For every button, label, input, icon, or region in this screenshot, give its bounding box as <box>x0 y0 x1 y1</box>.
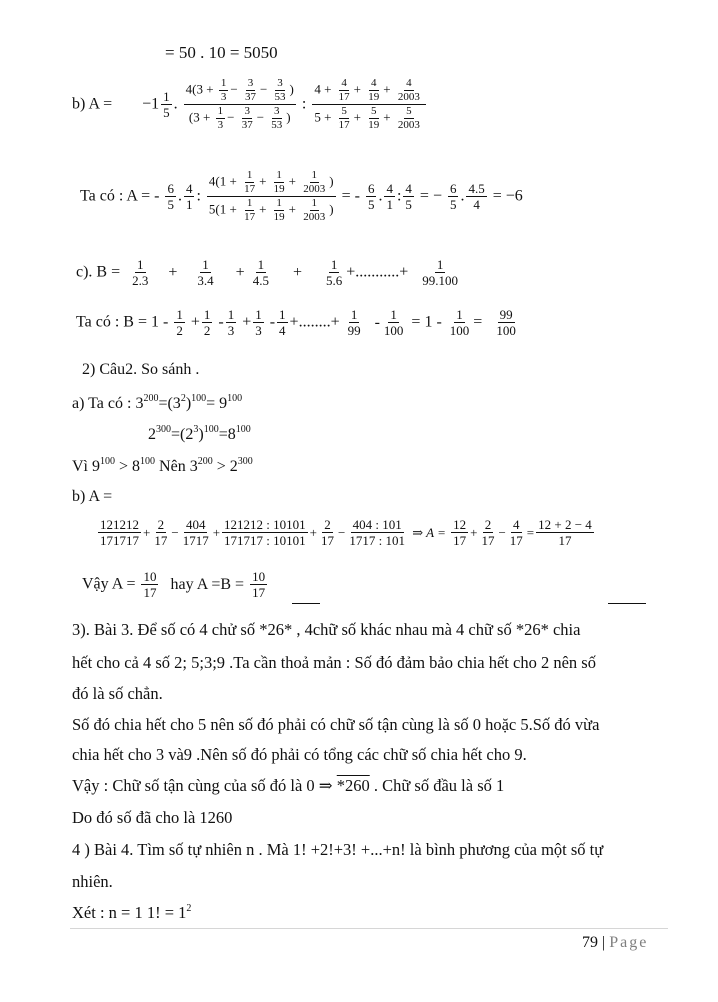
para-bai3-l2: hết cho cả 4 số 2; 5;3;9 .Ta cần thoả mản : Số đó đảm bảo chia hết cho 2 nên số <box>72 653 596 672</box>
para-bai3-l3: đó là số chẳn. <box>72 684 163 703</box>
ta-co-a-line: Ta có : A = - $\frac{6}{5}$ . $\frac{4}{1}$ : 4(1 + $\frac{1}{17}$ + $\frac{1}{19}$ + $\frac{1}{2003}$ ) 5(1 + $\frac{1}{17}$ + $\frac{1}{19}$ + $\frac{1}{2003}$ ) = - $\frac{6}{5}$ . $\frac{4}{1}$ : $\frac{4}{5}$ = − $\frac{6}{5}$ . $\frac{4.5}{4}$ = −6 <box>80 169 523 223</box>
underline-right <box>608 603 646 604</box>
big-fraction-left: 4(3 + $\frac{1}{3}$ − $\frac{3}{37}$ − $\frac{3}{53}$ ) (3 + $\frac{1}{3}$ − $\frac{3}{37}$ − $\frac{3}{53}$ ) <box>185 77 294 131</box>
big-fraction: 4(1 + $\frac{1}{17}$ + $\frac{1}{19}$ + $\frac{1}{2003}$ ) 5(1 + $\frac{1}{17}$ + $\frac{1}{19}$ + $\frac{1}{2003}$ ) <box>208 169 334 223</box>
vay-conclusion: Vậy : Chữ số tận cùng của số đó là 0 ⇒ *260 . Chữ số đầu là số 1 <box>72 776 505 795</box>
fraction-row: $\frac{121212}{171717}$ + $\frac{2}{17}$ − $\frac{404}{1717}$ + $\frac{121212 : 10101}{171717 : 10101}$ + $\frac{2}{17}$ − $\frac{404 : 101}{1717 : 101}$ ⇒ A = $\frac{12}{17}$ + $\frac{2}{17}$ − $\frac{4}{17}$ = $\frac{12 + 2 - 4}{17}$ <box>100 517 592 548</box>
para-bai3-l1: 3). Bài 3. Để số có 4 chử số *26* , 4chữ số khác nhau mà 4 chữ số *26* chia <box>72 620 581 639</box>
compare-conclusion: Vì $9^{100} > 8^{100}$ Nên $3^{200} > 2^{300}$ <box>72 456 253 475</box>
mixed-whole: −1 <box>142 95 160 113</box>
part-b-lead: b) A = <box>72 488 113 505</box>
footer-rule <box>70 928 668 929</box>
xet-line: Xét : n = 1 1! = $1^2$ <box>72 903 192 922</box>
part-c-expression: c). B = $\frac{1}{2.3}$ + $\frac{1}{3.4}$ + $\frac{1}{4.5}$ + $\frac{1}{5.6}$ +...........+ $\frac{1}{99.100}$ <box>76 257 459 288</box>
section-2-heading: 2) Câu2. So sánh . <box>82 361 200 378</box>
part-b-expression: b) A = −1 $\frac{1}{5}$ . 4(3 + $\frac{1}{3}$ − $\frac{3}{37}$ − $\frac{3}{53}$ ) (3 + $\frac{1}{3}$ − $\frac{3}{37}$ − $\frac{3}{53}$ ) : 4 + $\frac{4}{17}$ + $\frac{4}{19}$ + $\frac{4}{2003}$ 5 + $\frac{5}{17}$ + $\frac{5}{19}$ + $\frac{5}{2003}$ <box>72 78 428 131</box>
vay-a-line: Vậy A = $\frac{10}{17}$ hay A =B = $\frac{10}{17}$ <box>82 569 266 600</box>
ta-co-b-line: Ta có : B = 1 - $\frac{1}{2}$ + $\frac{1}{2}$ - $\frac{1}{3}$ + $\frac{1}{3}$ - $\frac{1}{4}$ +........+ $\frac{1}{99}$ - $\frac{1}{100}$ = 1 - $\frac{1}{100}$ = $\frac{99}{100}$ <box>76 307 516 338</box>
label: b) A = <box>72 95 113 113</box>
compare-a-line1: a) Ta có : $3^{200}=(3^2)^{100}= 9^{100}$ <box>72 393 243 412</box>
bai4-l1: 4 ) Bài 4. Tìm số tự nhiên n . Mà 1! +2!+3! +...+n! là bình phương của một số tự <box>72 840 604 859</box>
overlined-number: *260 <box>336 776 370 795</box>
para-bai3-l4: Số đó chia hết cho 5 nên số đó phải có chữ số tận cùng là số 0 hoặc 5.Số đó vừa <box>72 715 600 734</box>
para-bai3-l5: chia hết cho 3 và9 .Nên số đó phải có tổng các chữ số chia hết cho 9. <box>72 745 527 764</box>
do-do-line: Do đó số đã cho là 1260 <box>72 808 233 827</box>
big-fraction-right: 4 + $\frac{4}{17}$ + $\frac{4}{19}$ + $\frac{4}{2003}$ 5 + $\frac{5}{17}$ + $\frac{5}{19}$ + $\frac{5}{2003}$ <box>312 78 426 131</box>
line-result: = 50 . 10 = 5050 <box>165 43 278 62</box>
underline-short <box>292 603 320 604</box>
compare-a-line2: $2^{300}=(2^3)^{100}=8^{100}$ <box>148 424 251 443</box>
bai4-l2: nhiên. <box>72 872 113 891</box>
mixed-frac: $\frac{1}{5}$ <box>163 89 170 120</box>
page-number: 79 | Page <box>582 934 649 951</box>
